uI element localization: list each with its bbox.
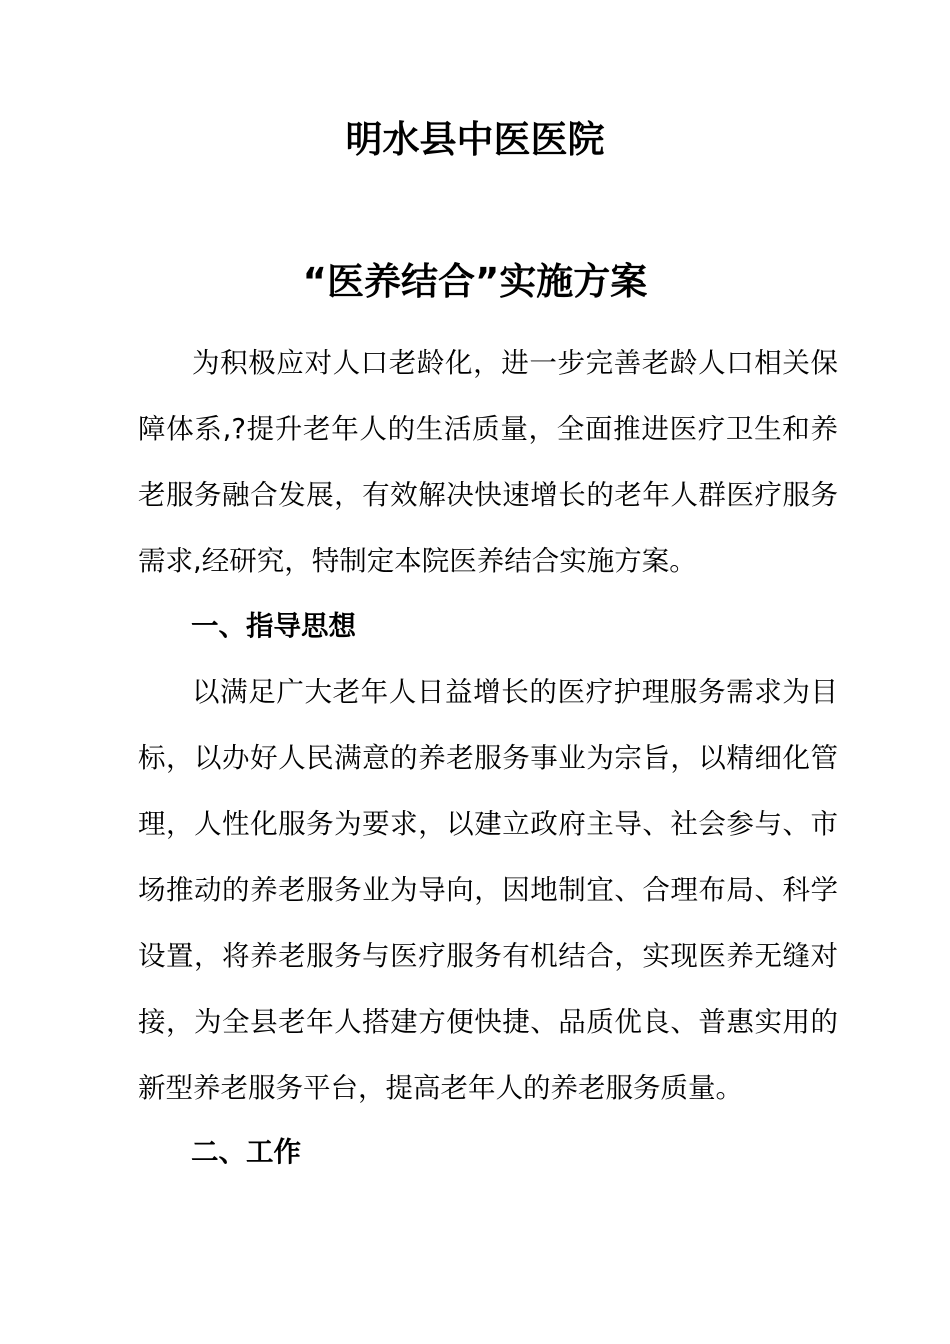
section-heading-work: 二、工作 <box>191 1136 301 1168</box>
document-title-plan: “医养结合”实施方案 <box>302 260 648 303</box>
document-title-hospital: 明水县中医医院 <box>345 118 605 161</box>
guiding-ideology-paragraph: 以满足广大老年人日益增长的医疗护理服务需求为目标，以办好人民满意的养老服务事业为宗旨，以精细化管理，人性化服务为要求，以建立政府主导、社会参与、市场推动的养老服务业为导向，因地制宜、合理布局、科学设置，将养老服务与医疗服务有机结合，实现医养无缝对接，为全县老年人搭建方便快捷、品质优良、普惠实用的新型养老服务平台，提高老年人的养老服务质量。 <box>138 676 838 1104</box>
intro-paragraph: 为积极应对人口老龄化，进一步完善老龄人口相关保障体系,?提升老年人的生活质量，全面推进医疗卫生和养老服务融合发展，有效解决快速增长的老年人群医疗服务需求,经研究，特制定本院医养结合实施方案。 <box>138 347 838 577</box>
section-heading-guiding-ideology: 一、指导思想 <box>191 610 356 642</box>
